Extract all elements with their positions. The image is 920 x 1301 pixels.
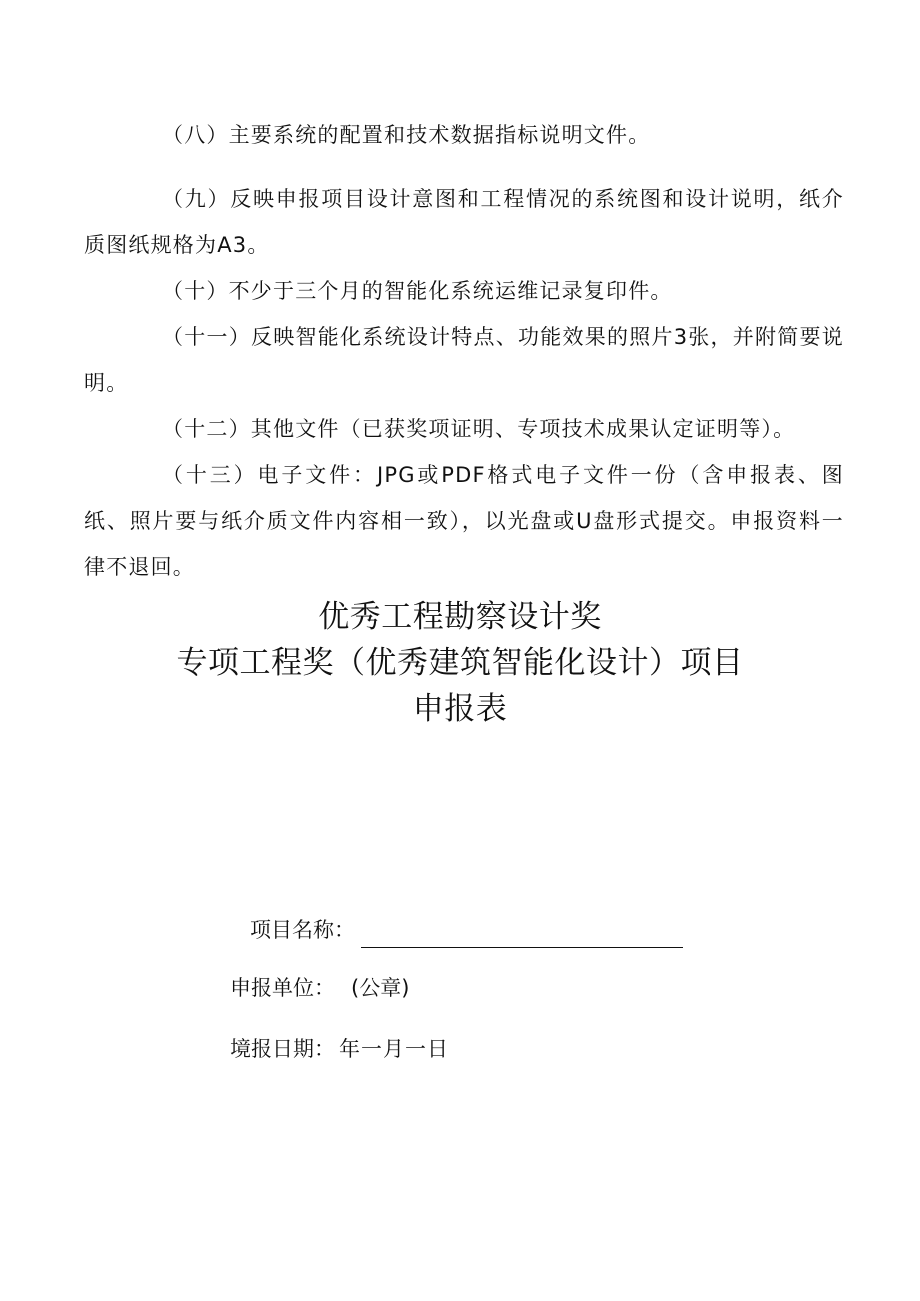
title-form-name: 申报表 (412, 691, 508, 727)
submission-date-value: 年一月一日 (339, 1037, 449, 1061)
submission-date-label: 境报日期： (230, 1037, 335, 1061)
official-seal-note: (公章) (351, 976, 410, 1000)
project-name-label: 项目名称： (250, 918, 355, 942)
title-category: 专项工程奖（优秀建筑智能化设计）项目 (176, 645, 744, 681)
requirement-item-12: （十二）其他文件（已获奖项证明、专项技术成果认定证明等）。 (162, 417, 796, 441)
project-name-blank[interactable] (361, 923, 683, 948)
applicant-unit-label: 申报单位： (230, 976, 335, 1000)
submission-date-field (230, 1031, 449, 1067)
requirement-item-9: （九）反映申报项目设计意图和工程情况的系统图和设计说明，纸介质图纸规格为A3。 (84, 187, 844, 257)
form-title (0, 594, 920, 732)
requirement-item-8: （八）主要系统的配置和技术数据指标说明文件。 (162, 123, 651, 147)
requirement-item-13: （十三）电子文件：JPG或PDF格式电子文件一份（含申报表、图纸、照片要与纸介质文件内容相一致），以光盘或U盘形式提交。申报资料一律不退回。 (84, 463, 844, 579)
title-award-name: 优秀工程勘察设计奖 (318, 599, 602, 635)
applicant-unit-field (230, 970, 409, 1006)
requirements-list (84, 112, 844, 590)
requirement-item-11: （十一）反映智能化系统设计特点、功能效果的照片3张，并附简要说明。 (84, 325, 844, 395)
project-name-field (250, 912, 683, 948)
requirement-item-10: （十）不少于三个月的智能化系统运维记录复印件。 (162, 279, 673, 303)
